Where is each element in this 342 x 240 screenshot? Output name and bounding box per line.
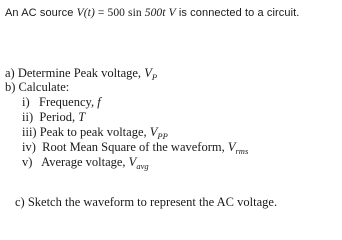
equals-sign: = [97, 7, 105, 19]
question-b-item-label: iii) Peak to peak voltage, [22, 125, 147, 139]
question-b-item [22, 140, 248, 154]
sine-function: sin [128, 7, 142, 19]
question-a-symbol: V [144, 66, 152, 80]
problem-statement [5, 7, 299, 19]
question-b-item [22, 125, 168, 139]
omega-t: 500t [144, 7, 166, 19]
question-b-item-symbol: V [128, 155, 137, 169]
question-b [5, 80, 69, 94]
amplitude: 500 [107, 7, 126, 19]
question-b-item-subscript: PP [157, 131, 168, 141]
question-b-item-symbol: V [149, 125, 158, 139]
problem-prefix: An AC source [5, 7, 74, 19]
question-b-item-label: v) Average voltage, [22, 155, 126, 169]
question-b-item-symbol: V [227, 140, 236, 154]
question-b-label: b) Calculate: [5, 80, 70, 94]
source-variable: V(t) [76, 7, 95, 19]
question-b-item-symbol: T [78, 110, 86, 124]
question-b-item [22, 95, 101, 109]
question-b-item [22, 155, 149, 169]
question-c [15, 195, 277, 209]
question-b-item-subscript: rms [235, 146, 249, 156]
unit: V [168, 7, 176, 19]
question-b-item-label: ii) Period, [22, 110, 76, 124]
question-b-item-label: i) Frequency, [22, 95, 95, 109]
question-b-item-label: iv) Root Mean Square of the waveform, [22, 140, 225, 154]
question-b-item [22, 110, 85, 124]
source-equation [77, 7, 176, 19]
question-b-item-subscript: avg [136, 161, 149, 171]
question-a-label: a) Determine Peak voltage, [5, 66, 142, 80]
problem-suffix: is connected to a circuit. [178, 7, 300, 19]
question-a-subscript: P [151, 72, 158, 82]
question-b-item-symbol: f [97, 95, 101, 109]
question-a [5, 66, 157, 80]
question-c-label: c) Sketch the waveform to represent the AC voltage. [15, 195, 278, 209]
